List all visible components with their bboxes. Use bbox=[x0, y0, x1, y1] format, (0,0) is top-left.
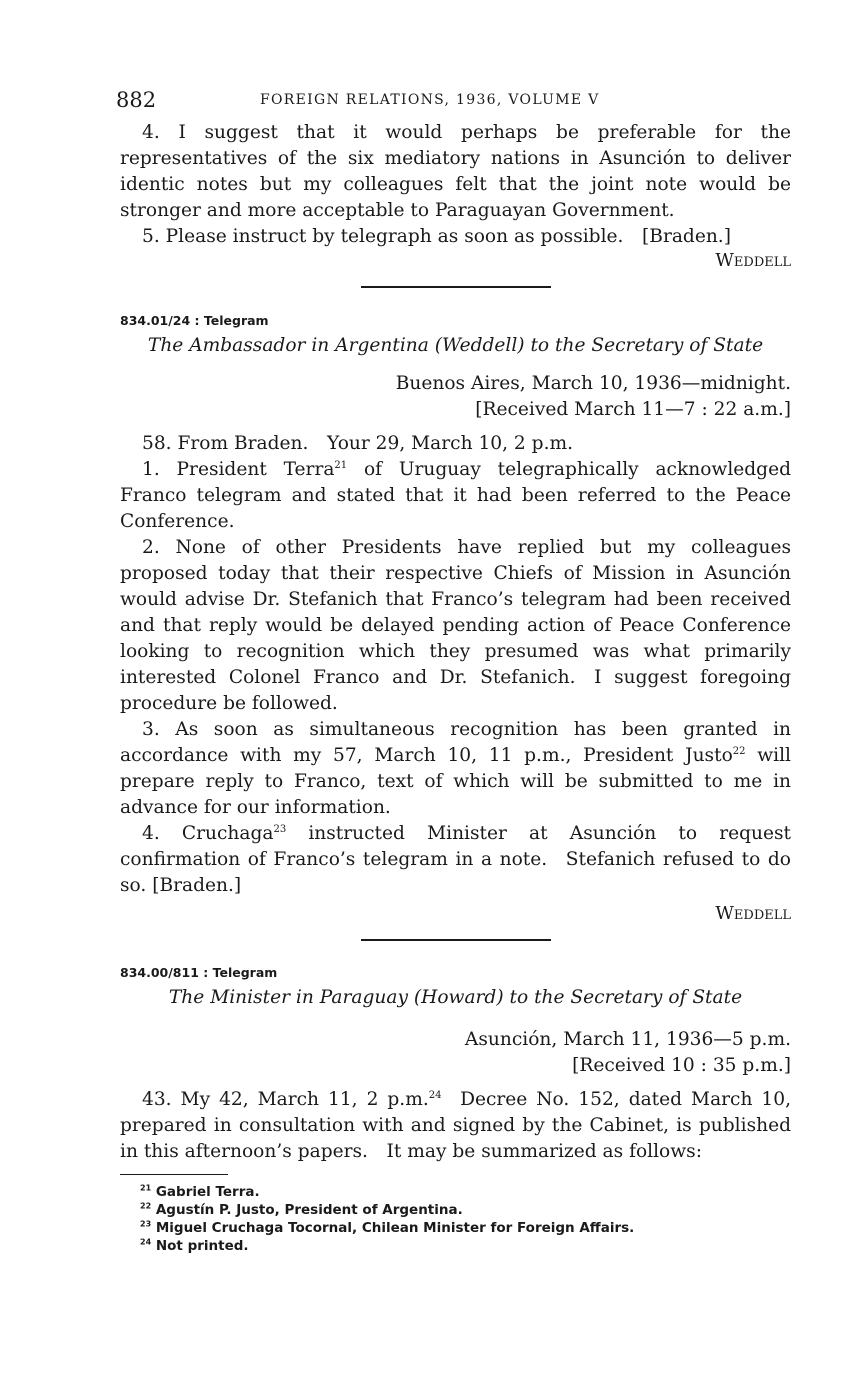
document-title: The Minister in Paraguay (Howard) to the Secretary of State bbox=[168, 987, 743, 1008]
running-head: FOREIGN RELATIONS, 1936, VOLUME V bbox=[260, 92, 600, 108]
document-title: The Ambassador in Argentina (Weddell) to the Secretary of State bbox=[147, 335, 764, 356]
document-page bbox=[116, 88, 791, 1255]
page-number: 882 bbox=[116, 88, 157, 112]
paragraph: 4. I suggest that it would perhaps be preferable for the representatives of the six mediatory nations in Asunción to deliver identic notes but my colleagues felt that the joint note would be stronger and more acceptable to Paraguayan Government. bbox=[120, 122, 791, 221]
place-date: Buenos Aires, March 10, 1936—midnight. bbox=[395, 373, 791, 394]
received-time: [Received 10 : 35 p.m.] bbox=[572, 1055, 791, 1076]
footnote: $^{24}$ Not printed. bbox=[140, 1237, 249, 1254]
paragraph: 3. As soon as simultaneous recognition has been granted in accordance with my 57, March 10, 11 p.m., President Justo$^{22}$ will prepare reply to Franco, text of which will be submitted to me in advance for our information. bbox=[120, 719, 791, 818]
paragraph: 4. Cruchaga$^{23}$ instructed Minister at Asunción to request confirmation of Franco’s telegram in a note. Stefanich refused to do so. [Braden.] bbox=[120, 823, 791, 896]
footnote: $^{21}$ Gabriel Terra. bbox=[140, 1183, 260, 1200]
received-time: [Received March 11—7 : 22 a.m.] bbox=[475, 399, 791, 420]
footnotes bbox=[120, 1183, 791, 1255]
page-header bbox=[116, 88, 791, 116]
file-reference: 834.00/811 : Telegram bbox=[120, 965, 278, 980]
paragraph: 2. None of other Presidents have replied but my colleagues proposed today that their respective Chiefs of Mission in Asunción would advise Dr. Stefanich that Franco’s telegram had been received and that reply would be delayed pending action of Peace Conference looking to recognition which they presumed was what primarily interested Colonel Franco and Dr. Stefanich. I suggest foregoing procedure be followed. bbox=[120, 537, 791, 714]
signature: Weddell bbox=[715, 903, 791, 924]
paragraph: 58. From Braden. Your 29, March 10, 2 p.m. bbox=[142, 433, 574, 454]
footnote-ref[interactable]: 22 bbox=[732, 745, 746, 757]
file-reference: 834.01/24 : Telegram bbox=[120, 313, 269, 328]
footnote: $^{22}$ Agustín P. Justo, President of Argentina. bbox=[140, 1201, 463, 1218]
footnote-ref[interactable]: 21 bbox=[334, 459, 348, 471]
signature: Weddell bbox=[715, 250, 791, 271]
footnote-ref[interactable]: 23 bbox=[273, 823, 287, 835]
place-date: Asunción, March 11, 1936—5 p.m. bbox=[464, 1029, 791, 1050]
paragraph: 5. Please instruct by telegraph as soon as possible. [Braden.] bbox=[142, 226, 731, 247]
footnote-ref[interactable]: 24 bbox=[428, 1089, 442, 1101]
paragraph: 1. President Terra$^{21}$ of Uruguay telegraphically acknowledged Franco telegram and stated that it had been referred to the Peace Conference. bbox=[120, 459, 791, 532]
footnote: $^{23}$ Miguel Cruchaga Tocornal, Chilean Minister for Foreign Affairs. bbox=[140, 1219, 635, 1236]
paragraph: 43. My 42, March 11, 2 p.m.$^{24}$ Decree No. 152, dated March 10, prepared in consultation with and signed by the Cabinet, is published in this afternoon’s papers. It may be summarized as follows: bbox=[120, 1089, 791, 1162]
